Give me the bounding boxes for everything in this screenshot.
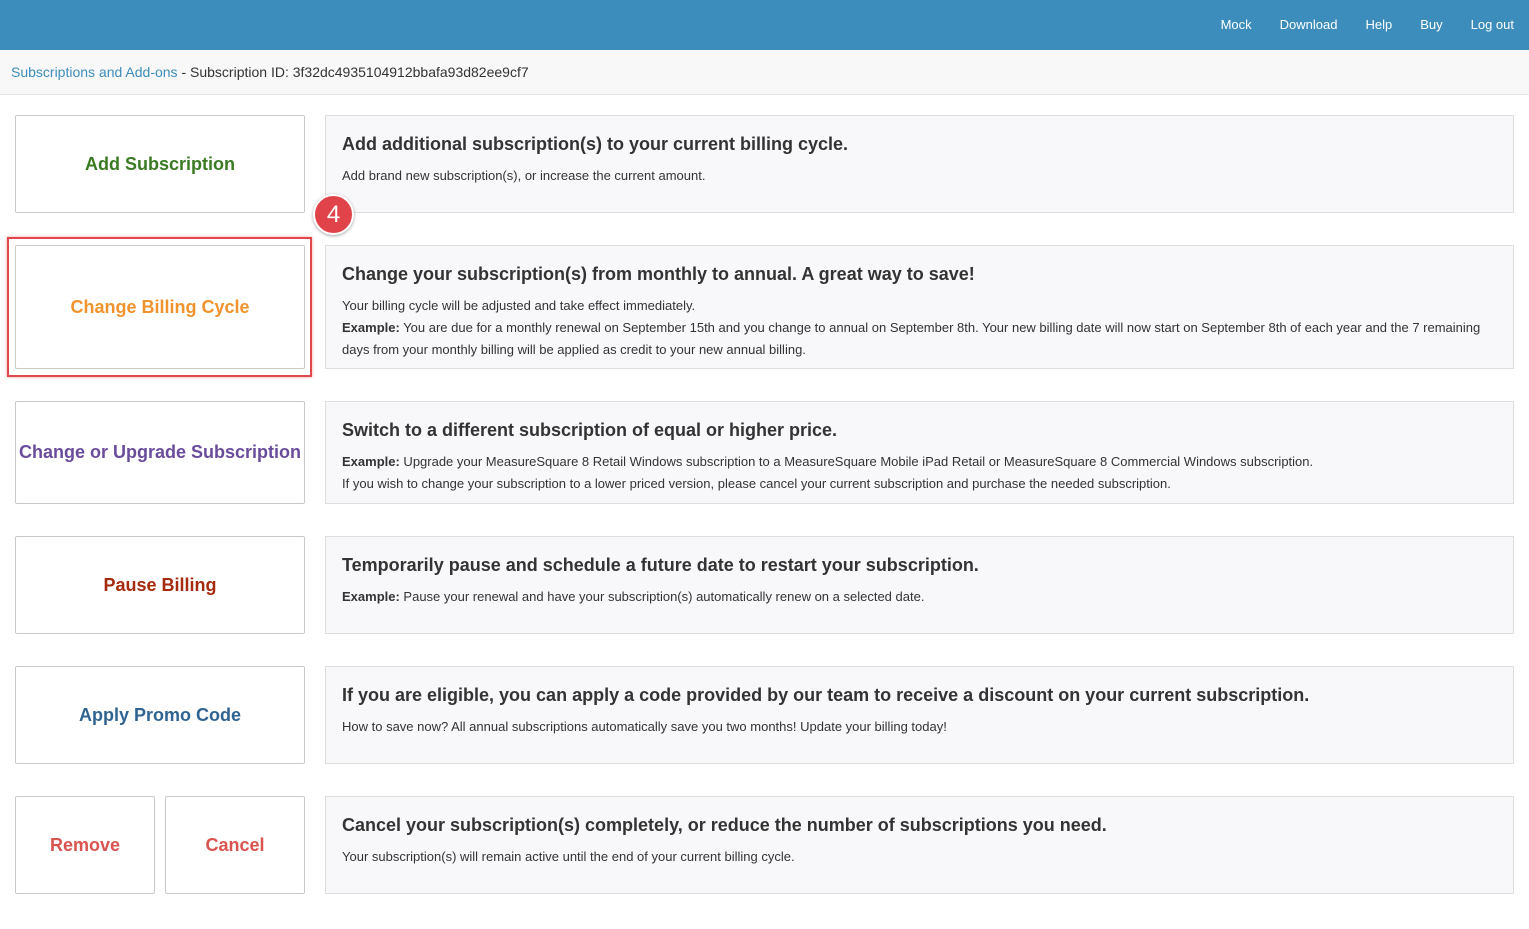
change-billing-cycle-button[interactable] <box>15 245 305 369</box>
nav-mock-link[interactable]: Mock <box>1220 17 1252 32</box>
nav-help-link[interactable]: Help <box>1365 17 1393 32</box>
subscription-id: Subscription ID: 3f32dc4935104912bbafa93d82ee9cf7 <box>190 64 529 80</box>
example-text: Upgrade your MeasureSquare 8 Retail Windows subscription to a MeasureSquare Mobile iPad Retail or MeasureSquare 8 Commercial Windows subscription. <box>399 454 1314 469</box>
add-subscription-label: Add Subscription <box>85 153 235 174</box>
add-subscription-heading: Add additional subscription(s) to your current billing cycle. <box>342 134 849 154</box>
example-text: Pause your renewal and have your subscription(s) automatically renew on a selected date. <box>399 589 925 604</box>
apply-promo-heading: If you are eligible, you can apply a code provided by our team to receive a discount on your current subscription. <box>342 685 1310 705</box>
change-upgrade-heading: Switch to a different subscription of equal or higher price. <box>342 420 838 440</box>
add-subscription-panel <box>325 115 1514 213</box>
breadcrumb-subscriptions-link[interactable]: Subscriptions and Add-ons <box>11 64 178 80</box>
nav-download-link[interactable]: Download <box>1279 17 1338 32</box>
change-upgrade-label: Change or Upgrade Subscription <box>18 442 302 462</box>
change-billing-cycle-heading: Change your subscription(s) from monthly to annual. A great way to save! <box>342 264 975 284</box>
breadcrumb-separator: - <box>177 64 191 80</box>
add-subscription-desc: Add brand new subscription(s), or increase the current amount. <box>342 168 706 183</box>
breadcrumb <box>0 50 1529 95</box>
apply-promo-code-button[interactable] <box>15 666 305 764</box>
pause-billing-panel <box>325 536 1514 634</box>
apply-promo-panel <box>325 666 1514 764</box>
cancel-remove-heading: Cancel your subscription(s) completely, or reduce the number of subscriptions you need. <box>342 815 1107 835</box>
change-billing-cycle-example <box>342 317 1497 361</box>
example-text: You are due for a monthly renewal on September 15th and you change to annual on September 8th. Your new billing date will now start on September 8th of each year and the 7 remaining days from your monthly billing will be applied as credit to your new annual billing. <box>342 320 1481 357</box>
remove-label: Remove <box>49 834 121 855</box>
apply-promo-desc: How to save now? All annual subscriptions automatically save you two months! Update your billing today! <box>342 719 947 734</box>
change-upgrade-panel <box>325 401 1514 504</box>
nav-logout-link[interactable]: Log out <box>1470 17 1514 32</box>
pause-billing-button[interactable] <box>15 536 305 634</box>
remove-button[interactable] <box>15 796 155 894</box>
top-nav-menu <box>1207 0 1529 50</box>
pause-billing-heading: Temporarily pause and schedule a future date to restart your subscription. <box>342 555 979 575</box>
change-billing-cycle-desc: Your billing cycle will be adjusted and take effect immediately. <box>342 298 696 313</box>
example-label: Example: <box>342 320 400 335</box>
change-upgrade-subscription-button[interactable] <box>15 401 305 504</box>
pause-billing-label: Pause Billing <box>103 574 217 595</box>
nav-buy-link[interactable]: Buy <box>1420 17 1443 32</box>
apply-promo-code-label: Apply Promo Code <box>78 704 241 725</box>
pause-billing-example <box>342 586 1497 608</box>
add-subscription-button[interactable] <box>15 115 305 213</box>
cancel-remove-panel <box>325 796 1514 894</box>
top-navbar <box>0 0 1529 50</box>
example-label: Example: <box>342 454 400 469</box>
example-label: Example: <box>342 589 400 604</box>
change-upgrade-note: If you wish to change your subscription to a lower priced version, please cancel your current subscription and purchase the needed subscription. <box>342 476 1171 491</box>
cancel-label: Cancel <box>205 834 265 855</box>
cancel-remove-desc: Your subscription(s) will remain active until the end of your current billing cycle. <box>342 849 795 864</box>
change-upgrade-example <box>342 451 1497 473</box>
cancel-button[interactable] <box>165 796 305 894</box>
change-billing-cycle-label: Change Billing Cycle <box>70 296 250 317</box>
change-billing-cycle-panel <box>325 245 1514 369</box>
step-number-badge: 4 <box>313 194 354 235</box>
